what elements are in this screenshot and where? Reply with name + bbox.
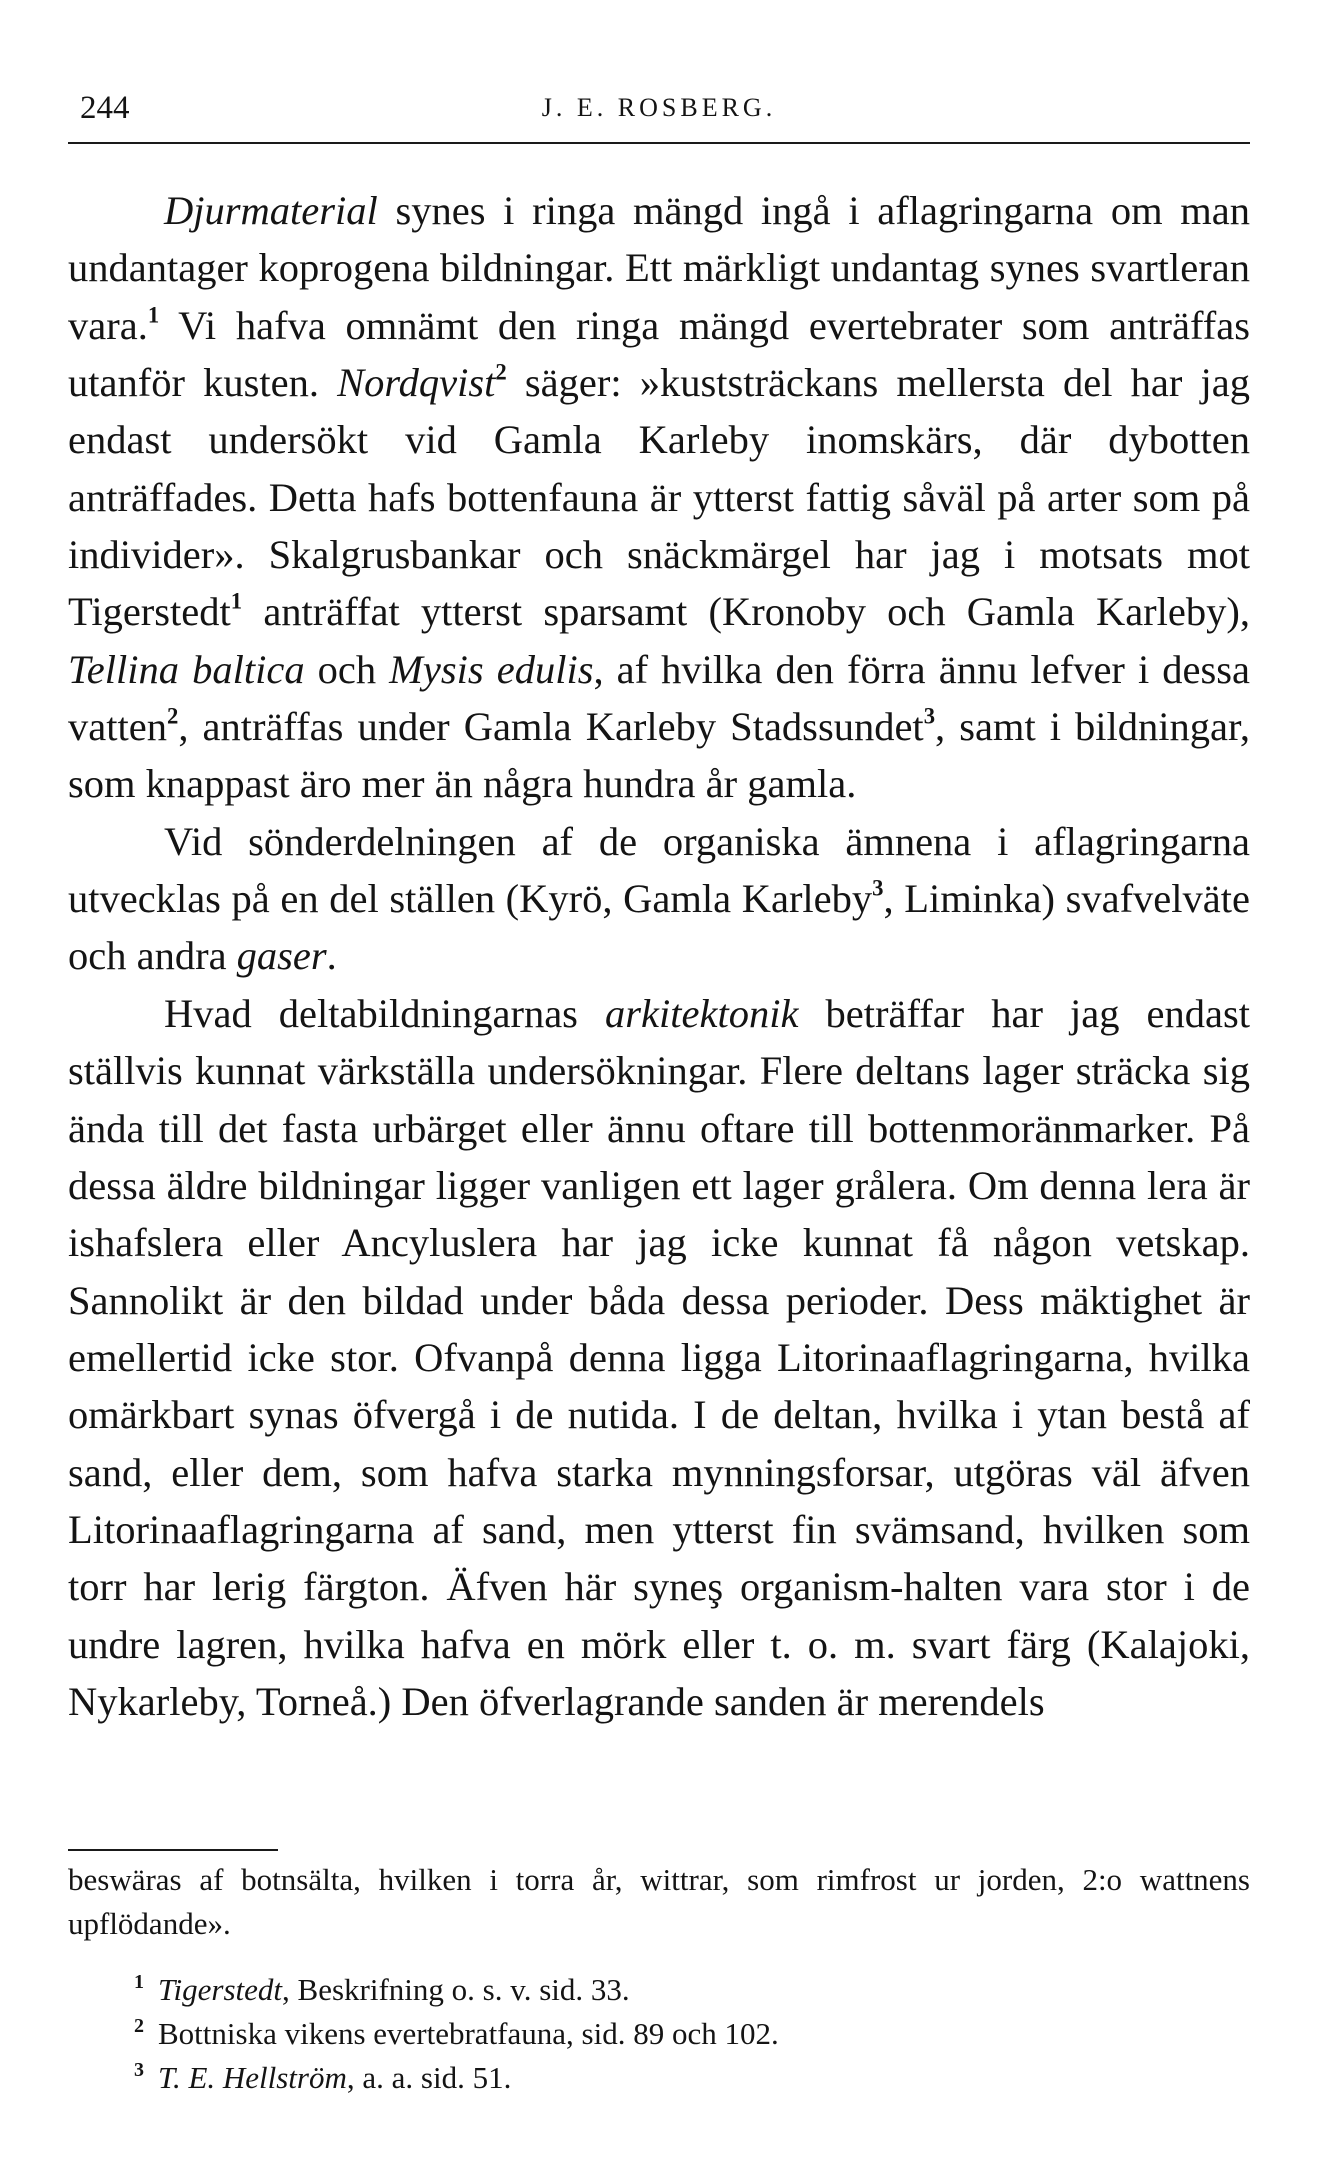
footnote-rule [68,1849,278,1851]
text-run: synes i ringa mängd ingå i aflagringarna om man undantager koprogena bildningar. Ett märkligt undantag synes svartleran vara. [68,188,1250,348]
header-rule [68,142,1250,144]
running-head [68,86,1250,130]
author-nordqvist: Nordqvist [337,360,496,406]
footnote-3 [134,2056,1134,2100]
text-run: Vid sönderdelningen af de organiska ämnena i aflagringarna utvecklas på en del ställen (Kyrö, Gamla Karleby [68,818,1250,922]
footnote-mark: 2 [134,2015,144,2037]
body-text [68,182,1250,1730]
text-run: , samt i bildningar, som knappast äro mer än några hundra år gamla. [68,704,1251,807]
text-run: beträffar har jag endast ställvis kunnat värkställa undersökningar. Flere deltans lager sträcka sig ända till det fasta urbärget eller ännu oftare till bottenmoränmarker. På dessa äldre bildningar ligger vanligen ett lager grålera. Om denna lera är ishafslera eller Ancyluslera har jag icke kunnat få någon vetskap. Sannolikt är den bildad under båda dessa perioder. Dess mäktighet är emellertid icke stor. Ofvanpå denna ligga Litorinaaflagringarna, hvilka omärkbart synas öfvergå i de nutida. I de deltan, hvilka i ytan bestå af sand, eller dem, som hafva starka mynningsforsar, utgöras väl äfven Litorinaaflagringarna af sand, men ytterst fin svämsand, hvilken som torr har lerig färgton. Äfven här syneş organism-halten vara stor i de undre lagren, hvilka hafva en mörk eller t. o. m. svart färg (Kalajoki, Nykarleby, Torneå.) Den öfverlagrande sanden är merendels [68,990,1250,1724]
text-run: anträffat ytterst sparsamt (Kronoby och Gamla Karleby), [242,589,1250,635]
footnote-ref-3: 3 [923,703,936,729]
book-page [68,0,1250,2184]
footnote-1 [134,1968,1134,2012]
footnote-text: Bottniska vikens evertebratfauna, sid. 89 och 102. [158,2016,779,2051]
text-run: . [326,933,337,979]
text-run: säger: »kuststräckans mellersta del har jag endast undersökt vid Gamla Karleby inomskärs, där dybotten anträffades. Detta hafs bottenfauna är ytterst fattig såväl på arter som på individer». Skalgrusbankar och snäckmärgel har jag i motsats mot Tigerstedt [68,360,1250,635]
text-run: , af hvilka den förra ännu lefver i dessa vatten [68,646,1251,750]
footnotes [134,1968,1134,2100]
running-title: J. E. ROSBERG. [541,93,777,122]
species-tellina-baltica: Tellina baltica [68,646,305,692]
paragraph-decomposition [68,813,1250,985]
footnote-2 [134,2012,1134,2056]
footnote-ref-2: 2 [495,359,507,385]
paragraph-delta-architecture [68,985,1250,1730]
text-run: , Liminka) svafvelväte och andra [68,876,1250,979]
footnote-author: Tigerstedt [158,1972,283,2007]
species-mysis-edulis: Mysis edulis [389,646,594,692]
text-run: och [304,646,390,692]
text-run: , anträffas under Gamla Karleby Stadssundet [178,704,924,750]
paragraph-animal-material [68,182,1250,813]
footnote-author: T. E. Hellström [158,2060,347,2095]
footnote-mark: 3 [134,2059,144,2081]
footnote-continued-text: beswäras af botnsälta, hvilken i torra år, wittrar, som rimfrost ur jorden, 2:o wattnens upflödande». [68,1862,1250,1941]
page-number: 244 [80,90,130,126]
footnote-ref-3: 3 [872,875,884,901]
footnote-text: , Beskrifning o. s. v. sid. 33. [282,1972,630,2007]
text-run: Hvad deltabildningarnas [164,990,606,1036]
term-djurmaterial: Djurmaterial [164,188,378,233]
footnote-ref-1: 1 [147,302,160,328]
footnote-ref-1: 1 [230,589,243,615]
text-run: Vi hafva omnämt den ringa mängd evertebrater som anträffas utanför kusten. [68,302,1250,406]
footnote-ref-2: 2 [166,703,179,729]
footnote-mark: 1 [134,1971,144,1993]
term-arkitektonik: arkitektonik [605,990,799,1036]
term-gaser: gaser [236,933,327,979]
footnote-text: , a. a. sid. 51. [346,2060,512,2095]
